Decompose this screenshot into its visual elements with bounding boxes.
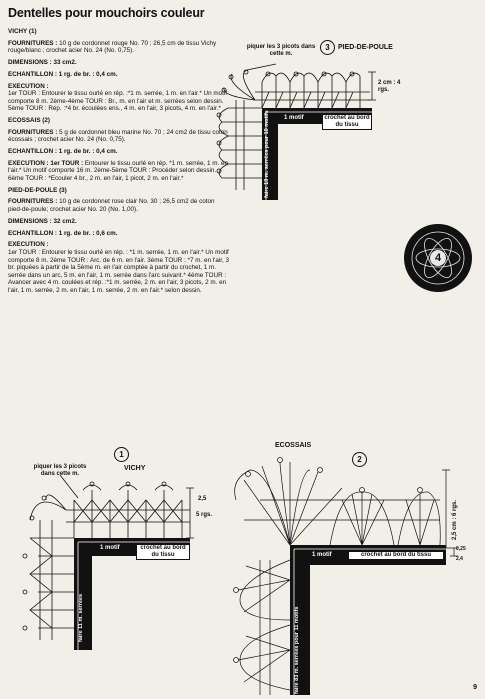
pied-de-poule-echantillon: ECHANTILLON : 1 rg. de br. : 0,6 cm. — [8, 229, 118, 237]
d1-picots-note: piquer les 3 picots dans cette m. — [33, 464, 87, 477]
d1-motif-label: 1 motif — [100, 545, 120, 551]
d3-crochet-note: crochet au bord du tissu — [322, 114, 372, 130]
d1-measure-a: 2,5 — [198, 496, 207, 502]
d2-vertical-note: faire 83 m. serrées pour 11 motifs — [294, 606, 300, 694]
d2-number-badge: 2 — [352, 452, 367, 467]
pied-de-poule-dimensions: DIMENSIONS : 32 cm2. — [8, 217, 77, 225]
vichy-echantillon: ECHANTILLON : 1 rg. de br. : 0,4 cm. — [8, 70, 118, 78]
vichy-dimensions: DIMENSIONS : 33 cm2. — [8, 58, 77, 66]
d2-measure: 2,5 cm : 6 rgs. — [452, 499, 458, 540]
pied-de-poule-execution: EXECUTION : 1er TOUR : Entourer le tissu ourlé en rép. : *1 m. serrée, 1 m. en l'air.* Un motif comporte 8 m. 2ème TOUR : Arc. de 6 m. en l'air. 3ème TOUR : *7 m. en l'air, 3 br. piquées à partir de la 5ème m. en l'air comptée à partir du crochet, 1 m. serrée dans un arc, 5 m. en l'air, 1 m. serrée dans l'arc suivant.* 4ème TOUR : Avancer avec 4 m. coulées et rép. :*1 m. serrée, 2 m. en l'air, 3 picots, 2 m. en l'air, 1 m. serrée, 2 m. en l'air, 1 m. serrée, 2 m. en l'air.* selon dessin. — [8, 241, 230, 294]
d2-title: ECOSSAIS — [275, 442, 312, 449]
d1-measure-b: 5 rgs. — [196, 512, 213, 518]
pied-de-poule-fournitures: FOURNITURES : 10 g de cordonnet rose clair No. 30 ; 26,5 cm2 de coton pied-de-poule; crochet acier No. 20 (No. 1,00). — [8, 198, 215, 213]
vichy-fournitures: FOURNITURES : 10 g de cordonnet rouge No. 70 ; 26,5 cm de tissu Vichy rouge/blanc ; crochet acier No. 24 (No. 0,75). — [8, 39, 217, 55]
d3-number-badge: 3 — [320, 40, 335, 55]
page-number: 9 — [473, 684, 477, 691]
d2-small-a: 0,25 — [456, 546, 466, 552]
ecossais-fournitures: FOURNITURES : 5 g de cordonnet bleu marine No. 70 ; 24 cm2 de tissu coton écossais ; crochet acier No. 24 (No. 0,75). — [8, 128, 228, 144]
d2-motif-label: 1 motif — [312, 552, 332, 558]
diagram-ecossais — [234, 458, 459, 696]
d3-motif-label: 1 motif — [284, 115, 304, 121]
d3-vertical-note: faire 10 m. serrées pour 10 motifs — [264, 110, 270, 198]
d2-crochet-note: crochet au bord du tissu — [348, 551, 444, 560]
d2-small-b: 2,4 — [456, 556, 463, 562]
ecossais-echantillon: ECHANTILLON : 1 rg. de br. : 0,4 cm. — [8, 148, 118, 156]
pied-de-poule-heading: PIED-DE-POULE (3) — [8, 186, 67, 194]
ecossais-execution: EXECUTION : 1er TOUR : Entourer le tissu ourlé en rép. *1 m. serrée, 1 m. en l'air.* Un motif comporte 16 m. 2ème-5ème TOUR : Procéder selon dessin. 6ème TOUR : *Ecouler 4 br., 2 m. en l'air, 1 picot, 2 m. en l'air.* — [8, 159, 229, 183]
d3-title: PIED-DE-POULE — [338, 44, 393, 51]
d1-vertical-note: faire 11 m. serrées — [78, 593, 84, 642]
badge-number: 4 — [434, 252, 442, 264]
vichy-heading: VICHY (1) — [8, 28, 37, 35]
d1-crochet-note: crochet au bord du tissu — [136, 544, 190, 560]
vichy-execution: EXECUTION : 1er TOUR : Entourer le tissu ourlé en rép. :*1 m. serrée, 1 m. en l'air.* Un motif comporte 8 m. 2ème-4ème TOUR : Br., m. en l'air et m. serrées selon dessin. 5ème TOUR : Rép. :*4 br. écoulées ens., 4 m. en l'air, 3 picots, 4 m. en l'air.* — [8, 82, 228, 113]
d1-number-badge: 1 — [114, 447, 129, 462]
page-title: Dentelles pour mouchoirs couleur — [8, 6, 205, 20]
d3-picots-note: piquer les 3 picots dans cette m. — [246, 44, 316, 57]
ecossais-heading: ECOSSAIS (2) — [8, 117, 50, 125]
d3-measure: 2 cm : 4 rgs. — [378, 80, 401, 93]
d1-title: VICHY — [124, 465, 146, 472]
